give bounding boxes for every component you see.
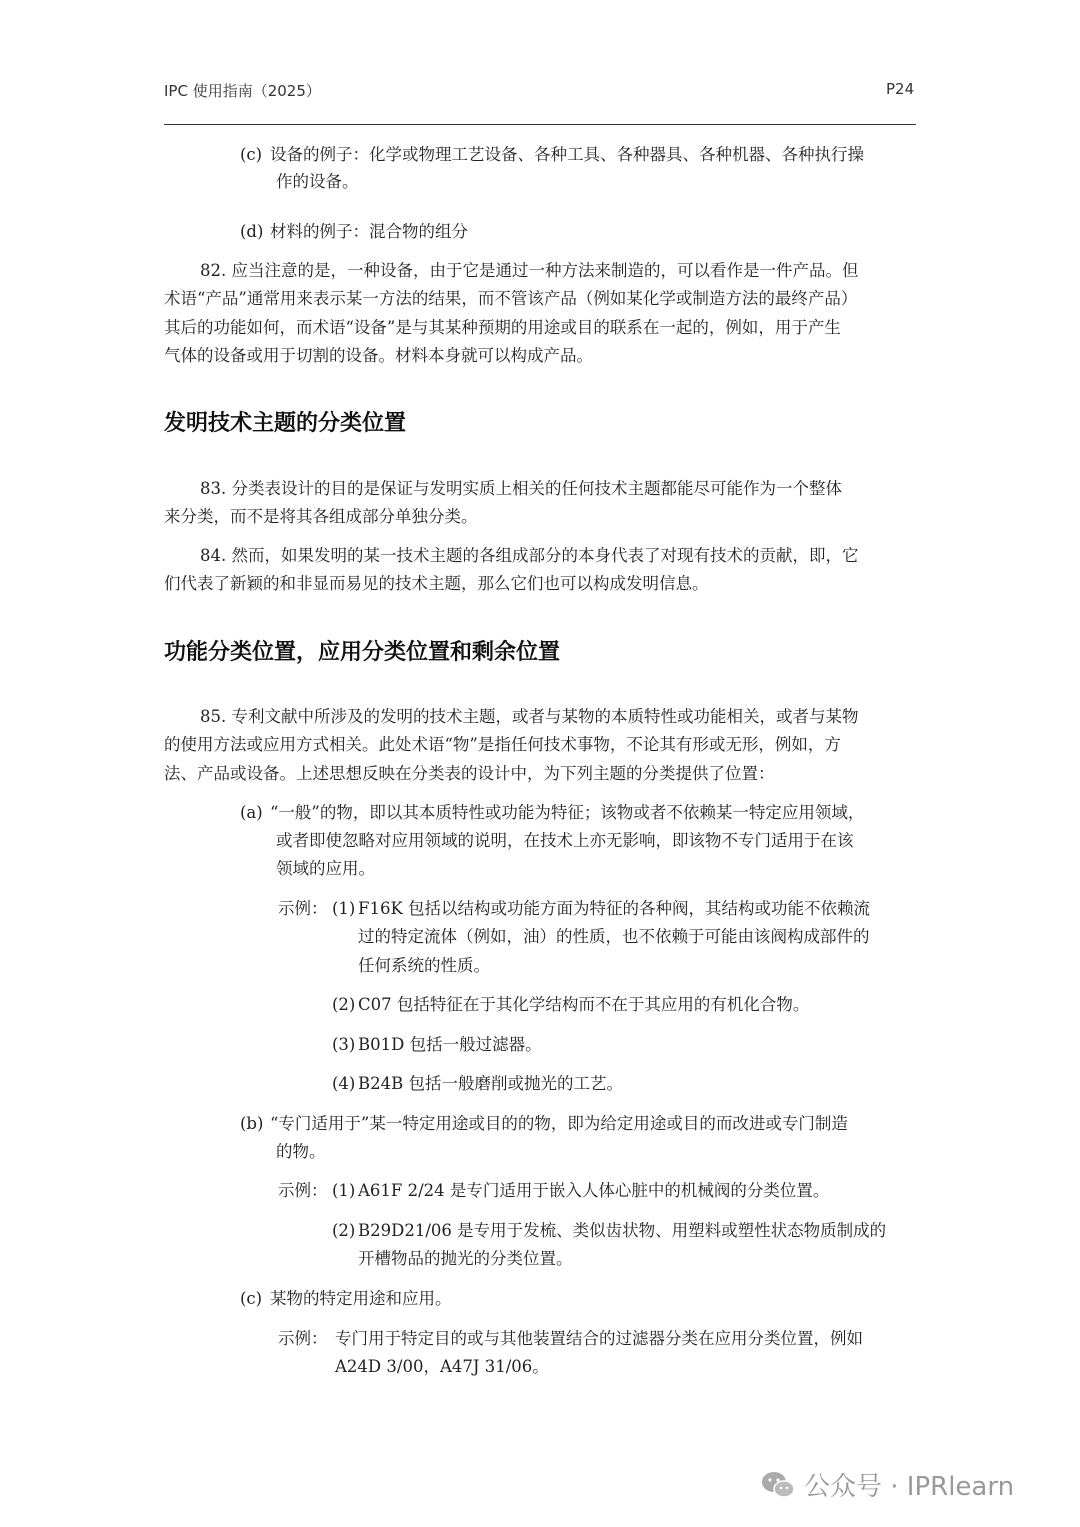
text-line: A61F 2/24 是专门适用于嵌入人体心脏中的机械阀的分类位置。 xyxy=(358,1181,830,1200)
text-line: 作的设备。 xyxy=(276,172,359,191)
item-label: (a) xyxy=(240,803,263,822)
text-line: A24D 3/00，A47J 31/06。 xyxy=(335,1357,549,1376)
text-line: 的物。 xyxy=(276,1142,326,1161)
paragraph-83-line: 83. 分类表设计的目的是保证与发明实质上相关的任何技术主题都能尽可能作为一个整体 xyxy=(200,479,842,498)
paragraph-84-line: 84. 然而，如果发明的某一技术主题的各组成部分的本身代表了对现有技术的贡献，即，它 xyxy=(200,546,859,565)
text-line: 或者即使忽略对应用领域的说明，在技术上亦无影响，即该物不专门适用于在该 xyxy=(276,831,854,850)
text-line: “专门适用于”某一特定用途或目的的物，即为给定用途或目的而改进或专门制造 xyxy=(270,1114,848,1133)
example-prefix: 示例： xyxy=(278,899,328,918)
text-line: 过的特定流体（例如，油）的性质，也不依赖于可能由该阀构成部件的 xyxy=(358,927,870,946)
item-label: (d) xyxy=(240,222,264,241)
paragraph-84-line: 们代表了新颖的和非显而易见的技术主题，那么它们也可以构成发明信息。 xyxy=(164,574,709,593)
header-title: IPC 使用指南（2025） xyxy=(164,82,321,100)
section-heading: 发明技术主题的分类位置 xyxy=(164,411,407,436)
text-line: 某物的特定用途和应用。 xyxy=(270,1289,452,1308)
example-number: (1) xyxy=(332,899,356,918)
text-line: 设备的例子：化学或物理工艺设备、各种工具、各种器具、各种机器、各种执行操 xyxy=(270,145,864,164)
text-line: 专门用于特定目的或与其他装置结合的过滤器分类在应用分类位置，例如 xyxy=(335,1329,863,1348)
page-number: P24 xyxy=(886,80,915,98)
text-line: F16K 包括以结构或功能方面为特征的各种阀，其结构或功能不依赖流 xyxy=(358,899,871,918)
item-label: (c) xyxy=(240,145,263,164)
text-line: B01D 包括一般过滤器。 xyxy=(358,1035,542,1054)
text-line: 开槽物品的抛光的分类位置。 xyxy=(358,1249,573,1268)
item-label: (c) xyxy=(240,1289,263,1308)
example-number: (2) xyxy=(332,1221,356,1240)
example-number: (4) xyxy=(332,1074,356,1093)
example-number: (1) xyxy=(332,1181,356,1200)
text-line: 领域的应用。 xyxy=(276,859,375,878)
watermark xyxy=(760,1466,1014,1503)
text-line: 材料的例子：混合物的组分 xyxy=(270,222,468,241)
paragraph-82-line: 气体的设备或用于切割的设备。材料本身就可以构成产品。 xyxy=(164,346,593,365)
example-prefix: 示例： xyxy=(278,1181,328,1200)
text-line: C07 包括特征在于其化学结构而不在于其应用的有机化合物。 xyxy=(358,995,810,1014)
example-number: (2) xyxy=(332,995,356,1014)
text-line: B24B 包括一般磨削或抛光的工艺。 xyxy=(358,1074,623,1093)
paragraph-82-line: 其后的功能如何，而术语“设备”是与其某种预期的用途或目的联系在一起的，例如，用于产生 xyxy=(164,318,841,337)
text-line: 任何系统的性质。 xyxy=(358,956,490,975)
text-line: B29D21/06 是专用于发梳、类似齿状物、用塑料或塑性状态物质制成的 xyxy=(358,1221,887,1240)
paragraph-82-line: 术语“产品”通常用来表示某一方法的结果，而不管该产品（例如某化学或制造方法的最终产品） xyxy=(164,289,858,308)
item-label: (b) xyxy=(240,1114,264,1133)
example-number: (3) xyxy=(332,1035,356,1054)
wechat-icon xyxy=(760,1470,796,1500)
paragraph-85-line: 85. 专利文献中所涉及的发明的技术主题，或者与某物的本质特性或功能相关，或者与某物 xyxy=(200,707,859,726)
text-line: “一般”的物，即以其本质特性或功能为特征；该物或者不依赖某一特定应用领域， xyxy=(270,803,865,822)
example-prefix: 示例： xyxy=(278,1329,328,1348)
paragraph-83-line: 来分类，而不是将其各组成部分单独分类。 xyxy=(164,507,478,526)
paragraph-85-line: 法、产品或设备。上述思想反映在分类表的设计中，为下列主题的分类提供了位置： xyxy=(164,764,775,783)
header-rule xyxy=(164,124,916,125)
paragraph-82-line: 82. 应当注意的是，一种设备，由于它是通过一种方法来制造的，可以看作是一件产品。但 xyxy=(200,261,859,280)
section-heading: 功能分类位置，应用分类位置和剩余位置 xyxy=(164,640,561,665)
paragraph-85-line: 的使用方法或应用方式相关。此处术语“物”是指任何技术事物，不论其有形或无形，例如，方 xyxy=(164,735,841,754)
watermark-text: 公众号 · IPRlearn xyxy=(804,1472,1015,1502)
